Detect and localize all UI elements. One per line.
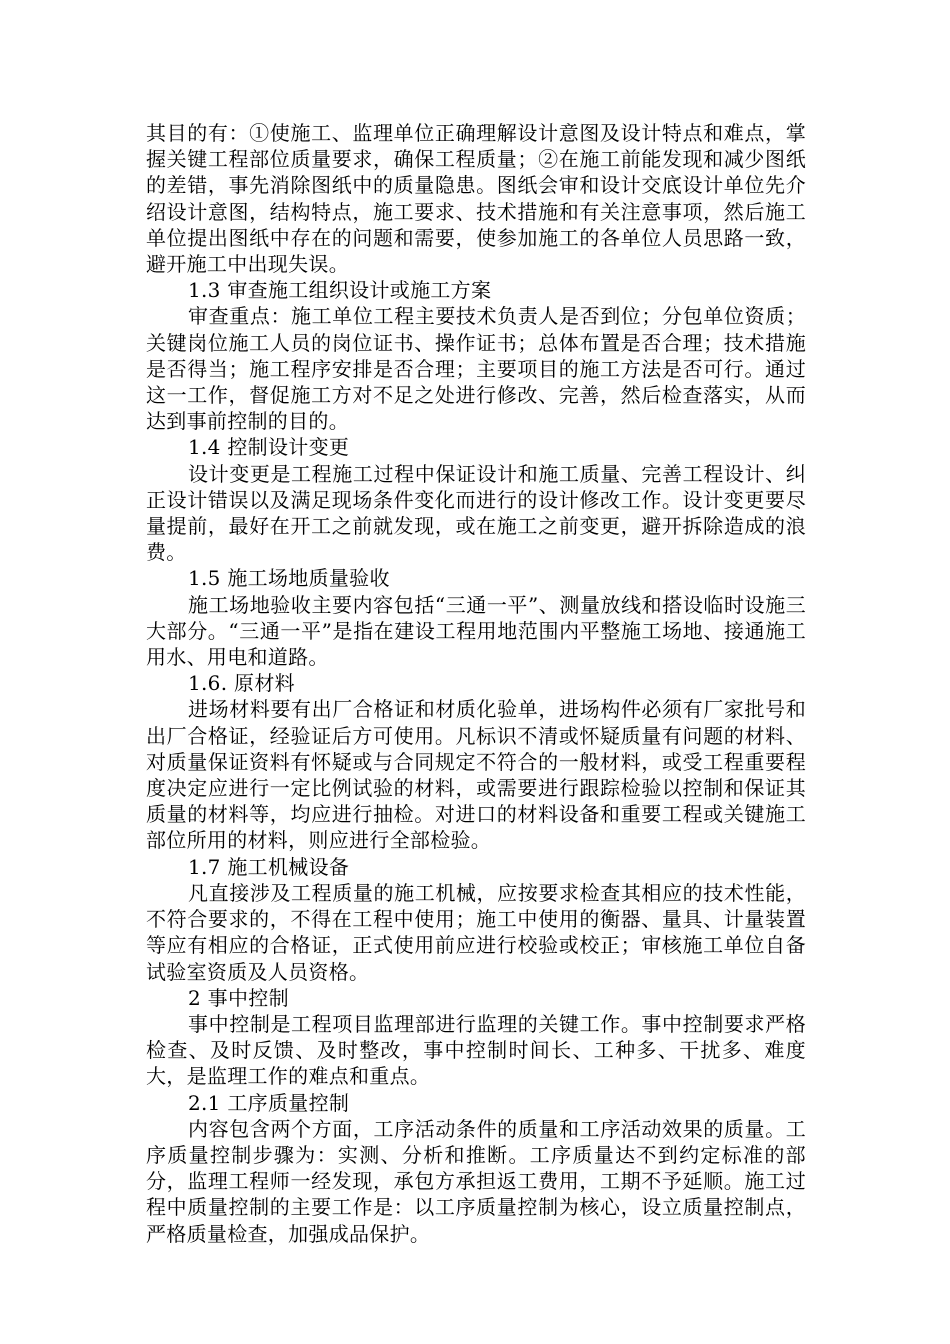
paragraph-purpose: 其目的有：①使施工、监理单位正确理解设计意图及设计特点和难点，掌握关键工程部位质量要求，确保工程质量；②在施工前能发现和减少图纸的差错，事先消除图纸中的质量隐患。图纸会审和设计交底设计单位先介绍设计意图，结构特点，施工要求、技术措施和有关注意事项，然后施工单位提出图纸中存在的问题和需要，使参加施工的各单位人员思路一致，避开施工中出现失误。 [146, 121, 806, 277]
paragraph-in-process-control: 事中控制是工程项目监理部进行监理的关键工作。事中控制要求严格检查、及时反馈、及时整改，事中控制时间长、工种多、干扰多、难度大，是监理工作的难点和重点。 [146, 1011, 806, 1089]
paragraph-machinery: 凡直接涉及工程质量的施工机械，应按要求检查其相应的技术性能，不符合要求的，不得在工程中使用；施工中使用的衡器、量具、计量装置等应有相应的合格证，正式使用前应进行校验或校正；审核施工单位自备试验室资质及人员资格。 [146, 880, 806, 984]
paragraph-process-quality: 内容包含两个方面，工序活动条件的质量和工序活动效果的质量。工序质量控制步骤为：实测、分析和推断。工序质量达不到约定标准的部分，监理工程师一经发现，承包方承担返工费用，工期不予延顺。施工过程中质量控制的主要工作是：以工序质量控制为核心，设立质量控制点，严格质量检查，加强成品保护。 [146, 1116, 806, 1246]
heading-2-1: 2.1 工序质量控制 [188, 1090, 350, 1115]
paragraph-site-acceptance: 施工场地验收主要内容包括“三通一平”、测量放线和搭设临时设施三大部分。“三通一平”是指在建设工程用地范围内平整施工场地、接通施工用水、用电和道路。 [146, 592, 806, 670]
document-page [146, 120, 806, 1247]
paragraph-raw-materials: 进场材料要有出厂合格证和材质化验单，进场构件必须有厂家批号和出厂合格证，经验证后方可使用。凡标识不清或怀疑质量有问题的材料、对质量保证资料有怀疑或与合同规定不符合的一般材料，或受工程重要程度决定应进行一定比例试验的材料，或需要进行跟踪检验以控制和保证其质量的材料等，均应进行抽检。对进口的材料设备和重要工程或关键施工部位所用的材料，则应进行全部检验。 [146, 697, 806, 853]
heading-1-6: 1.6. 原材料 [188, 671, 295, 696]
paragraph-review-focus: 审查重点：施工单位工程主要技术负责人是否到位；分包单位资质；关键岗位施工人员的岗位证书、操作证书；总体布置是否合理；技术措施是否得当；施工程序安排是否合理；主要项目的施工方法是否可行。通过这一工作，督促施工方对不足之处进行修改、完善，然后检查落实，从而达到事前控制的目的。 [146, 304, 806, 434]
heading-1-4: 1.4 控制设计变更 [188, 435, 350, 460]
heading-1-3: 1.3 审查施工组织设计或施工方案 [188, 278, 492, 303]
heading-1-7: 1.7 施工机械设备 [188, 854, 350, 879]
paragraph-design-change: 设计变更是工程施工过程中保证设计和施工质量、完善工程设计、纠正设计错误以及满足现场条件变化而进行的设计修改工作。设计变更要尽量提前，最好在开工之前就发现，或在施工之前变更，避开拆除造成的浪费。 [146, 461, 806, 565]
heading-2: 2 事中控制 [188, 985, 289, 1010]
heading-1-5: 1.5 施工场地质量验收 [188, 566, 390, 591]
